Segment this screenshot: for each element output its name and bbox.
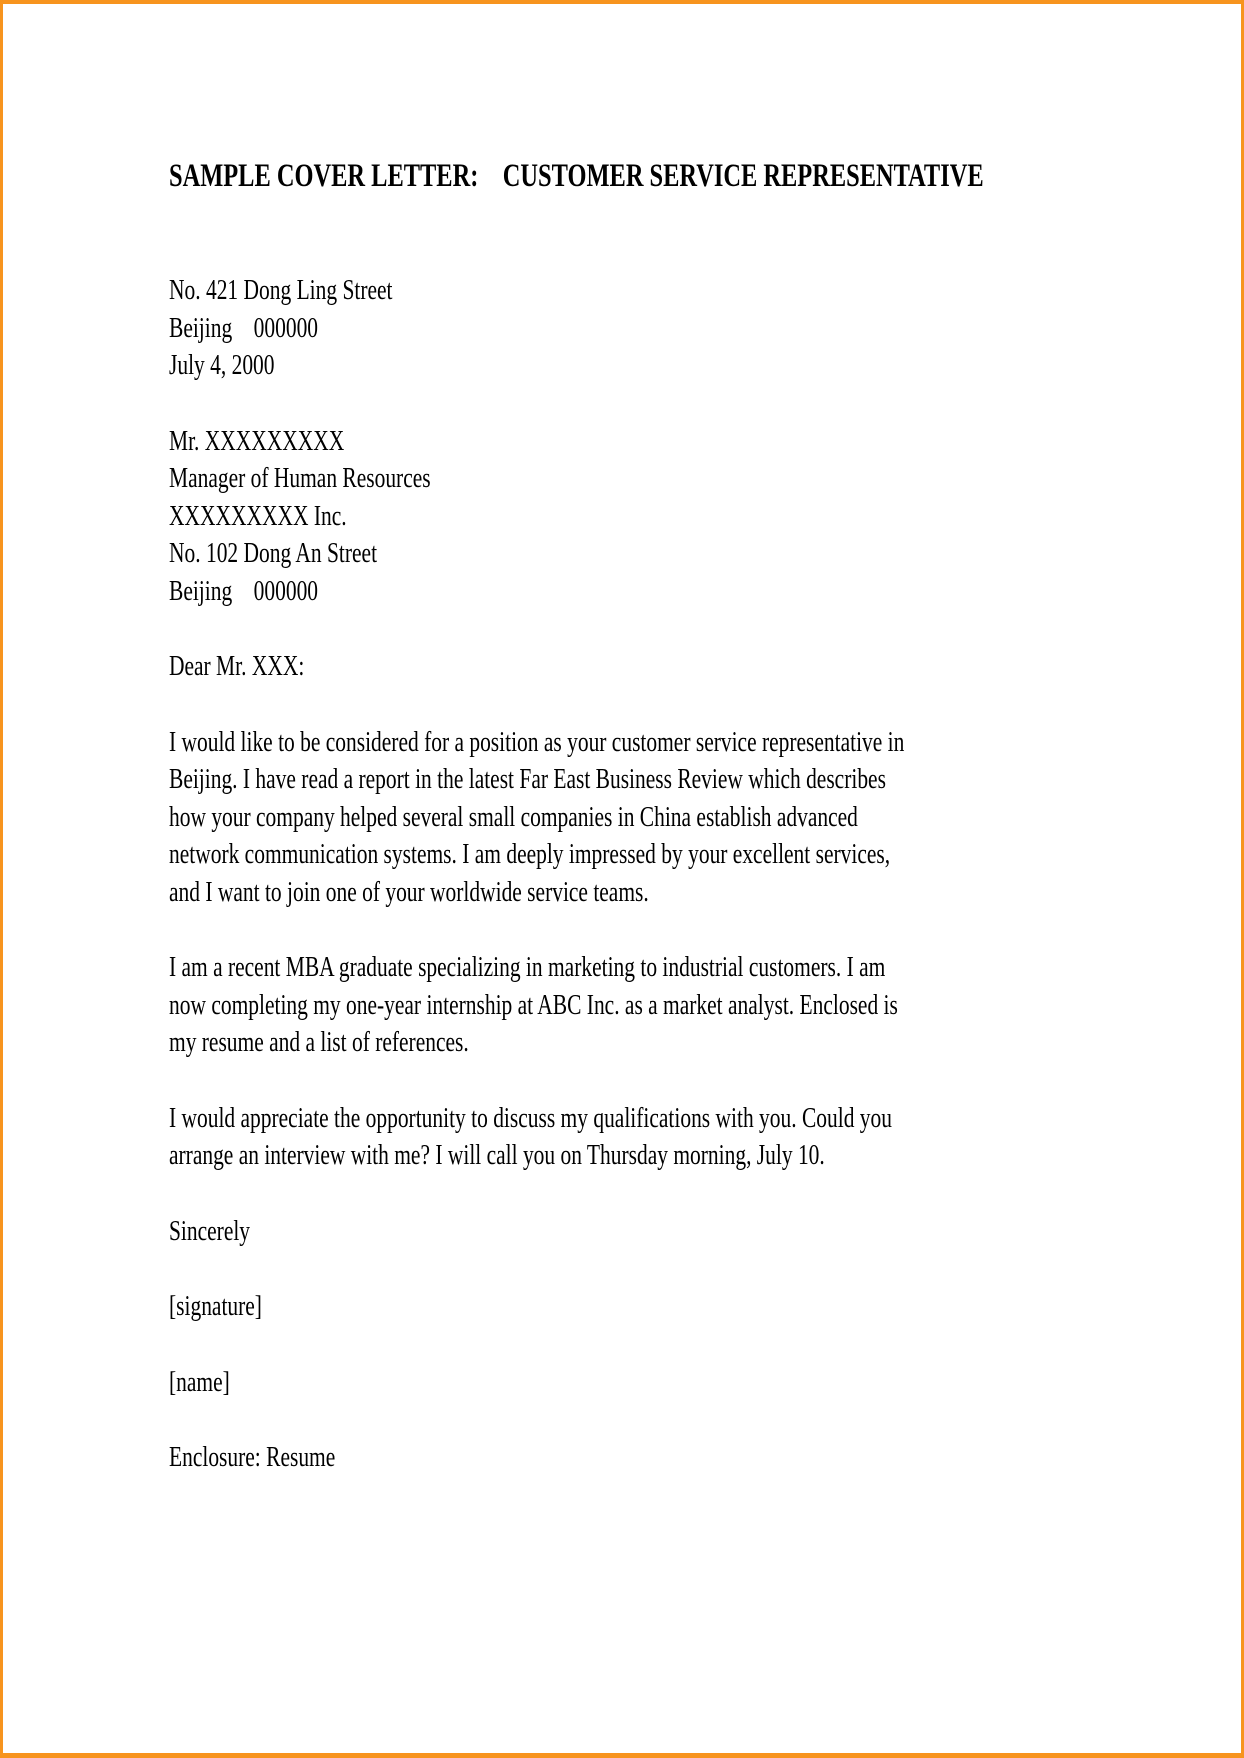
letter-title: SAMPLE COVER LETTER: CUSTOMER SERVICE REPRESENTATIVE: [169, 158, 984, 194]
salutation: Dear Mr. XXX:: [169, 650, 305, 682]
text-line: Mr. XXXXXXXXX: [169, 424, 345, 457]
letter-paragraph: [169, 724, 1244, 912]
text-line: No. 102 Dong An Street: [169, 537, 378, 569]
text-line: XXXXXXXXX Inc.: [169, 499, 347, 532]
closing: Sincerely: [169, 1214, 251, 1247]
letter-paragraph: [169, 1100, 1244, 1175]
letter-paragraph: [169, 949, 1244, 1062]
text-line: and I want to join one of your worldwide service teams.: [169, 875, 649, 908]
text-line: how your company helped several small companies in China establish advanced: [169, 800, 858, 833]
letter-content: [169, 156, 1244, 1477]
name-placeholder: [name]: [169, 1365, 230, 1398]
text-line: Manager of Human Resources: [169, 462, 431, 494]
text-line: July 4, 2000: [169, 349, 275, 381]
enclosure-note: Enclosure: Resume: [169, 1441, 336, 1473]
text-line: Beijing 000000: [169, 574, 319, 607]
page-margins: [3, 4, 1241, 1477]
text-line: now completing my one-year internship at ABC Inc. as a market analyst. Enclosed is: [169, 988, 898, 1021]
text-line: I would appreciate the opportunity to discuss my qualifications with you. Could you: [169, 1101, 892, 1134]
text-line: my resume and a list of references.: [169, 1026, 469, 1058]
sender-address-block: [169, 272, 1244, 385]
text-line: network communication systems. I am deeply impressed by your excellent services,: [169, 838, 891, 870]
text-line: Beijing 000000: [169, 311, 319, 344]
recipient-address-block: [169, 423, 1244, 611]
signature-placeholder: [signature]: [169, 1290, 262, 1322]
text-line: I am a recent MBA graduate specializing in marketing to industrial customers. I am: [169, 951, 886, 983]
letter-paragraphs: [169, 724, 1244, 1175]
text-line: Beijing. I have read a report in the latest Far East Business Review which describes: [169, 763, 886, 795]
text-line: No. 421 Dong Ling Street: [169, 274, 393, 306]
text-line: I would like to be considered for a position as your customer service representative in: [169, 725, 905, 758]
text-line: arrange an interview with me? I will call you on Thursday morning, July 10.: [169, 1139, 825, 1171]
